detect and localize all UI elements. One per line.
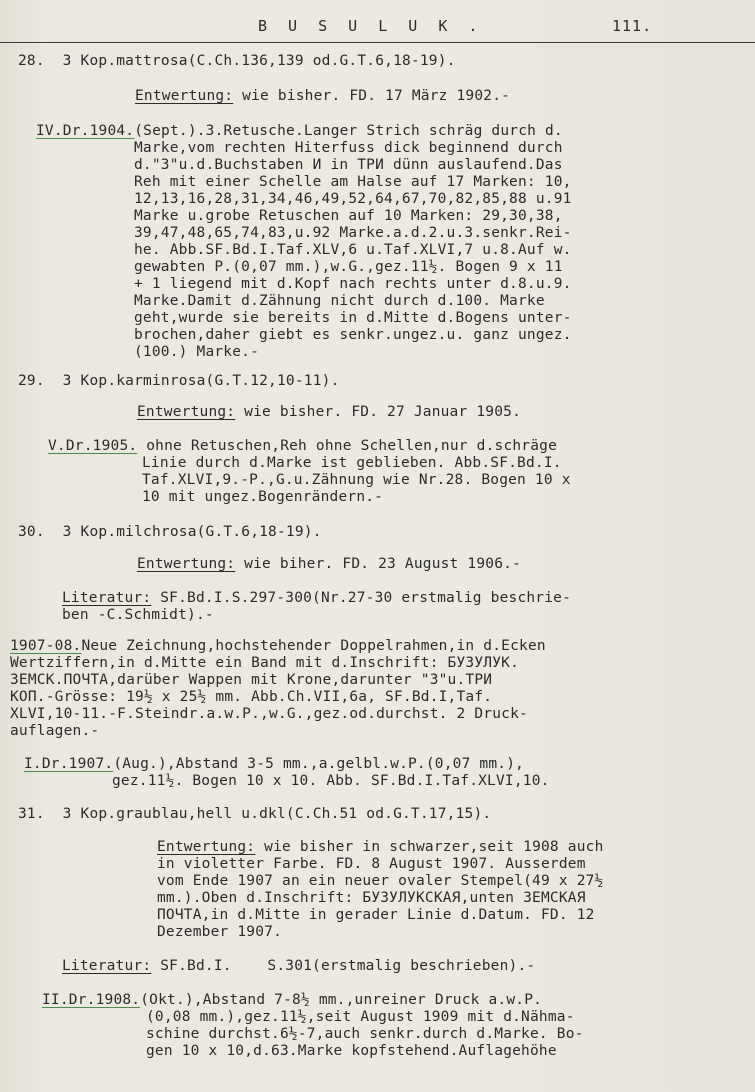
- druck-v-line-3: Taf.XLVI,9.-P.,G.u.Zähnung wie Nr.28. Bogen 10 x: [142, 472, 571, 488]
- page-header-title: B U S U L U K .: [258, 17, 484, 35]
- druck-text: (Okt.),Abstand 7-8½ mm.,unreiner Druck a.w.P.: [140, 992, 543, 1008]
- druck-iv-line-4: Reh mit einer Schelle am Halse auf 17 Marken: 10,: [134, 174, 572, 190]
- entwertung-text: wie bisher in schwarzer,seit 1908 auch: [264, 839, 604, 855]
- entwertung-label: Entwertung:: [137, 556, 236, 572]
- druck-i-line-2: gez.11½. Bogen 10 x 10. Abb. SF.Bd.I.Taf.XLVI,10.: [112, 773, 550, 789]
- druck-ii-line-2: (0,08 mm.),gez.11½,seit August 1909 mit d.Nähma-: [146, 1009, 575, 1025]
- section-1907-line-3: ЗЕМСК.ПОЧТА,darüber Wappen mit Krone,darunter "3"u.ТРИ: [10, 672, 493, 688]
- literatur-label: Literatur:: [62, 590, 152, 606]
- literatur-31: [62, 958, 535, 975]
- entwertung-text: wie bisher. FD. 17 März 1902.-: [242, 88, 511, 104]
- druck-v-line-2: Linie durch d.Marke ist geblieben. Abb.SF.Bd.I.: [142, 455, 562, 471]
- section-1907-line-5: XLVI,10-11.-F.Steindr.a.w.P.,w.G.,gez.od.durchst. 2 Druck-: [10, 706, 528, 722]
- entwertung-31-line-2: in violetter Farbe. FD. 8 August 1907. Ausserdem: [157, 856, 586, 872]
- literatur-text: SF.Bd.I.S.297-300(Nr.27-30 erstmalig beschrie-: [160, 590, 572, 606]
- druck-v-line-1: [48, 438, 557, 455]
- druck-iv-line-9: gewabten P.(0,07 mm.),w.G.,gez.11½. Bogen 9 x 11: [134, 259, 563, 275]
- druck-iv-line-12: geht,wurde sie bereits in d.Mitte d.Bogens unter-: [134, 310, 572, 326]
- druck-text: ohne Retuschen,Reh ohne Schellen,nur d.schräge: [146, 438, 558, 454]
- druck-ii-line-1: [42, 992, 542, 1009]
- entry-text: 3 Kop.mattrosa(C.Ch.136,139 od.G.T.6,18-19).: [62, 53, 456, 69]
- entwertung-29: [137, 404, 521, 421]
- druck-v-line-4: 10 mit ungez.Bogenrändern.-: [142, 489, 384, 505]
- literatur-text: SF.Bd.I. S.301(erstmalig beschrieben).-: [160, 958, 536, 974]
- entwertung-text: wie biher. FD. 23 August 1906.-: [244, 556, 521, 572]
- druck-iv-line-5: 12,13,16,28,31,34,46,49,52,64,67,70,82,85,88 u.91: [134, 191, 572, 207]
- druck-iv-line-1: [36, 123, 563, 140]
- literatur-30-line-1: [62, 590, 571, 607]
- druck-ii-line-4: gen 10 x 10,d.63.Marke kopfstehend.Auflagehöhe: [146, 1043, 557, 1059]
- literatur-30-line-2: ben -C.Schmidt).-: [62, 607, 214, 623]
- druck-iv-line-13: brochen,daher giebt es senkr.ungez.u. ganz ungez.: [134, 327, 572, 343]
- druck-label: IV.Dr.1904.: [36, 123, 135, 139]
- druck-label: V.Dr.1905.: [48, 438, 138, 454]
- entwertung-label: Entwertung:: [157, 839, 256, 855]
- section-1907-line-1: [10, 638, 546, 655]
- entry-29: [18, 373, 340, 390]
- druck-iv-line-10: + 1 liegend mit d.Kopf nach rechts unter d.8.u.9.: [134, 276, 572, 292]
- literatur-label: Literatur:: [62, 958, 152, 974]
- entwertung-text: wie bisher. FD. 27 Januar 1905.: [244, 404, 521, 420]
- entry-30: [18, 524, 322, 541]
- entwertung-30: [137, 556, 521, 573]
- druck-iv-line-3: d."3"u.d.Buchstaben И in TPИ dünn auslaufend.Das: [134, 157, 563, 173]
- druck-iv-line-6: Marke u.grobe Retuschen auf 10 Marken: 29,30,38,: [134, 208, 563, 224]
- entwertung-31-line-6: Dezember 1907.: [157, 924, 283, 940]
- entwertung-31-line-1: [157, 839, 604, 856]
- druck-iv-line-14: (100.) Marke.-: [134, 344, 260, 360]
- section-1907-line-2: Wertziffern,in d.Mitte ein Band mit d.Inschrift: БУЗУЛУК.: [10, 655, 519, 671]
- druck-ii-line-3: schine durchst.6½-7,auch senkr.durch d.Marke. Bo-: [146, 1026, 584, 1042]
- druck-iv-line-11: Marke.Damit d.Zähnung nicht durch d.100. Marke: [134, 293, 545, 309]
- entwertung-31-line-4: mm.).Oben d.Inschrift: БУЗУЛУКСКАЯ,unten ЗЕМСКАЯ: [157, 890, 586, 906]
- druck-label: I.Dr.1907.: [24, 756, 114, 772]
- entry-28: [18, 53, 456, 70]
- druck-iv-line-8: he. Abb.SF.Bd.I.Taf.XLV,6 u.Taf.XLVI,7 u.8.Auf w.: [134, 242, 572, 258]
- druck-label: II.Dr.1908.: [42, 992, 141, 1008]
- druck-iv-line-7: 39,47,48,65,74,83,u.92 Marke.a.d.2.u.3.senkr.Rei-: [134, 225, 572, 241]
- entwertung-31-line-3: vom Ende 1907 an ein neuer ovaler Stempel(49 x 27½: [157, 873, 604, 889]
- druck-text: (Sept.).3.Retusche.Langer Strich schräg durch d.: [134, 123, 563, 139]
- entry-text: 3 Kop.milchrosa(G.T.6,18-19).: [62, 524, 322, 540]
- entry-number: 31.: [18, 806, 45, 822]
- entry-number: 29.: [18, 373, 45, 389]
- entwertung-label: Entwertung:: [137, 404, 236, 420]
- header-rule: [0, 42, 755, 43]
- entwertung-label: Entwertung:: [135, 88, 234, 104]
- page-number: 111.: [612, 17, 653, 35]
- entry-text: 3 Kop.graublau,hell u.dkl(C.Ch.51 od.G.T.17,15).: [62, 806, 492, 822]
- druck-text: (Aug.),Abstand 3-5 mm.,a.gelbl.w.P.(0,07 mm.),: [113, 756, 525, 772]
- entry-31: [18, 806, 491, 823]
- entry-number: 28.: [18, 53, 45, 69]
- section-1907-line-4: КОП.-Grösse: 19½ x 25½ mm. Abb.Ch.VII,6a, SF.Bd.I,Taf.: [10, 689, 493, 705]
- section-label: 1907-08.: [10, 638, 82, 654]
- entry-text: 3 Kop.karminrosa(G.T.12,10-11).: [62, 373, 340, 389]
- druck-i-line-1: [24, 756, 524, 773]
- entwertung-28: [135, 88, 510, 105]
- entwertung-31-line-5: ПОЧТА,in d.Mitte in gerader Linie d.Datum. FD. 12: [157, 907, 595, 923]
- druck-iv-line-2: Marke,vom rechten Hiterfuss dick beginnend durch: [134, 140, 563, 156]
- section-1907-line-6: auflagen.-: [10, 723, 100, 739]
- section-text: Neue Zeichnung,hochstehender Doppelrahmen,in d.Ecken: [81, 638, 546, 654]
- entry-number: 30.: [18, 524, 45, 540]
